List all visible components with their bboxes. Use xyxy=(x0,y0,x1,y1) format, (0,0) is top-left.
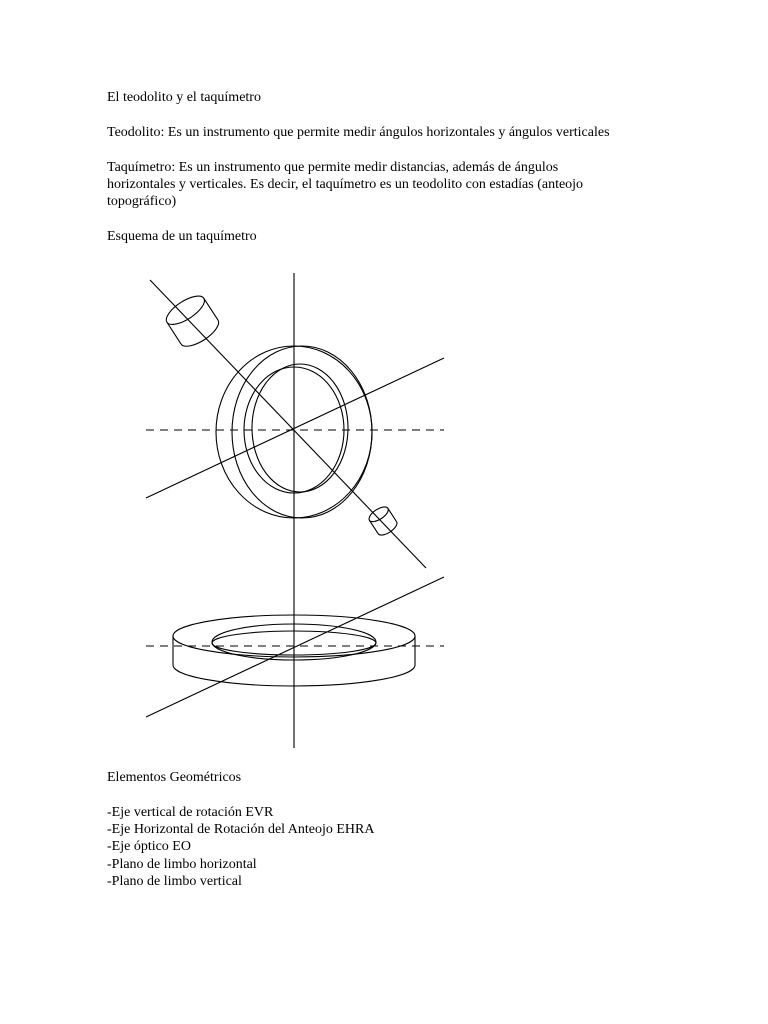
schema-caption: Esquema de un taquímetro xyxy=(107,229,257,244)
list-item: -Plano de limbo vertical xyxy=(107,874,242,889)
upper-tilted-line xyxy=(146,358,444,498)
taquimetro-definition-line-2: horizontales y verticales. Es decir, el taquímetro es un teodolito con estadías (anteojo xyxy=(107,177,584,192)
vertical-circle-inner-2 xyxy=(252,364,348,492)
lower-cylinder xyxy=(367,504,400,538)
taquimetro-definition-line-1: Taquímetro: Es un instrumento que permite medir distancias, además de ángulos xyxy=(107,160,559,175)
teodolito-definition: Teodolito: Es un instrumento que permite medir ángulos horizontales y ángulos verticales xyxy=(107,125,610,140)
taquimetro-definition-line-3: topográfico) xyxy=(107,194,177,209)
optical-axis-line xyxy=(150,280,426,568)
list-item: -Eje óptico EO xyxy=(107,839,191,854)
upper-cylinder xyxy=(162,291,223,352)
document-title: El teodolito y el taquímetro xyxy=(107,90,261,105)
list-item: -Eje Horizontal de Rotación del Anteojo EHRA xyxy=(107,822,375,837)
list-item: -Eje vertical de rotación EVR xyxy=(107,805,274,820)
list-item: -Plano de limbo horizontal xyxy=(107,857,257,872)
elements-heading: Elementos Geométricos xyxy=(107,770,242,785)
